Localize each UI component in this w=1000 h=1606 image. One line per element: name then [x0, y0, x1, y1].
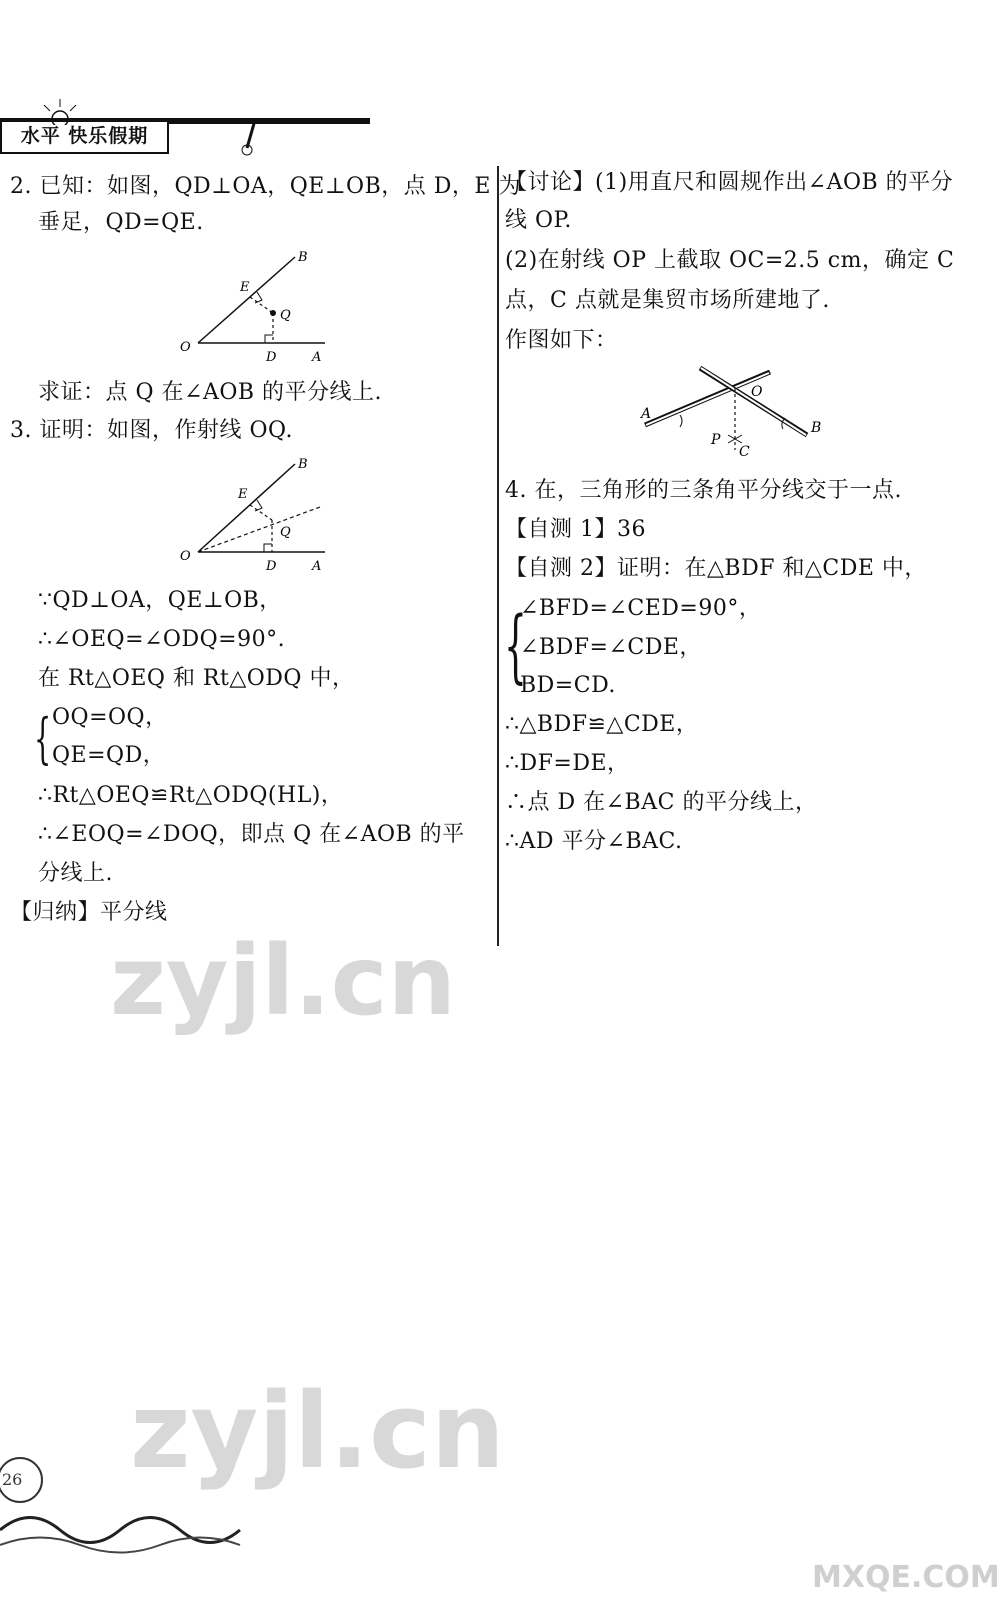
wave-decoration [0, 1440, 270, 1560]
fig1-label-o: O [180, 340, 191, 355]
test2-line: 【自测 2】证明：在△BDF 和△CDE 中， [505, 556, 927, 581]
discuss-line-2b: 点，C 点就是集贸市场所建地了. [505, 288, 830, 313]
brace-right: { [504, 599, 527, 692]
fig2-label-b: B [298, 457, 308, 472]
fig2-label-d: D [266, 559, 277, 574]
fig1-label-a: A [312, 350, 322, 365]
prove-line: 求证：点 Q 在∠AOB 的平分线上. [38, 380, 383, 405]
fig1-label-q: Q [280, 308, 291, 323]
q4-line: 4. 在，三角形的三条角平分线交于一点. [505, 478, 902, 503]
header-tab-label: 水平 快乐假期 [20, 125, 149, 147]
fig2-label-e: E [238, 487, 248, 502]
fig3-label-a: A [641, 406, 652, 422]
conclusion-line-1: ∴△BDF≌△CDE， [505, 712, 699, 737]
fig1-label-b: B [298, 250, 308, 265]
system-line-2: QE=QD， [52, 743, 166, 768]
q2-line2: 垂足，QD=QE. [38, 210, 204, 235]
because-line: ∵QD⊥OA，QE⊥OB， [38, 588, 282, 613]
summary-line: 【归纳】平分线 [10, 900, 168, 925]
page-number: 26 [2, 1470, 23, 1489]
watermark-2: zyjl.cn [130, 1370, 505, 1492]
conclusion-line-4: ∴AD 平分∠BAC. [505, 829, 683, 854]
system-right-3: BD=CD. [520, 673, 616, 698]
watermark-1: zyjl.cn [110, 925, 456, 1037]
pen-sun-icon [225, 120, 275, 160]
fig3-label-b: B [811, 420, 822, 436]
fig1-label-d: D [266, 350, 277, 365]
fig1-label-e: E [240, 280, 250, 295]
discuss-line-1b: 线 OP. [505, 208, 572, 233]
therefore-line-3: ∴∠EOQ=∠DOQ，即点 Q 在∠AOB 的平 [38, 822, 465, 847]
fig3-label-p: P [711, 432, 721, 448]
discuss-line-2: (2)在射线 OP 上截取 OC=2.5 cm，确定 C [505, 248, 955, 273]
figure-1 [170, 245, 350, 370]
fig2-label-a: A [312, 559, 322, 574]
q3-line: 3. 证明：如图，作射线 OQ. [10, 418, 293, 443]
sun-icon [30, 95, 90, 125]
fig2-label-o: O [180, 549, 191, 564]
conclusion-line-2: ∴DF=DE， [505, 751, 630, 776]
column-divider [497, 166, 499, 946]
system-right-2: ∠BDF=∠CDE， [520, 635, 702, 660]
discuss-line-1: 【讨论】(1)用直尺和圆规作出∠AOB 的平分 [505, 170, 954, 195]
figure-3 [635, 360, 835, 465]
brace-left: { [34, 707, 52, 770]
therefore-line-2: ∴Rt△OEQ≌Rt△ODQ(HL)， [38, 783, 344, 808]
system-right-1: ∠BFD=∠CED=90°， [520, 596, 762, 621]
conclusion-line-3: ∴点 D 在∠BAC 的平分线上， [505, 790, 818, 815]
figure-2 [170, 452, 350, 577]
therefore-line-3b: 分线上. [38, 861, 113, 886]
fig3-label-c: C [739, 444, 750, 460]
header-tab [0, 122, 169, 154]
watermark-3: MXQE.COM [812, 1560, 1000, 1595]
q2-line1: 2. 已知：如图，QD⊥OA，QE⊥OB，点 D，E 为 [10, 174, 521, 199]
system-line-1: OQ=OQ， [52, 705, 168, 730]
test1-line: 【自测 1】36 [505, 517, 646, 542]
draw-line: 作图如下： [505, 328, 618, 353]
fig3-label-o: O [751, 384, 763, 400]
therefore-line-1: ∴∠OEQ=∠ODQ=90°. [38, 627, 286, 652]
fig2-label-q: Q [280, 525, 291, 540]
in-line: 在 Rt△OEQ 和 Rt△ODQ 中， [38, 666, 355, 691]
